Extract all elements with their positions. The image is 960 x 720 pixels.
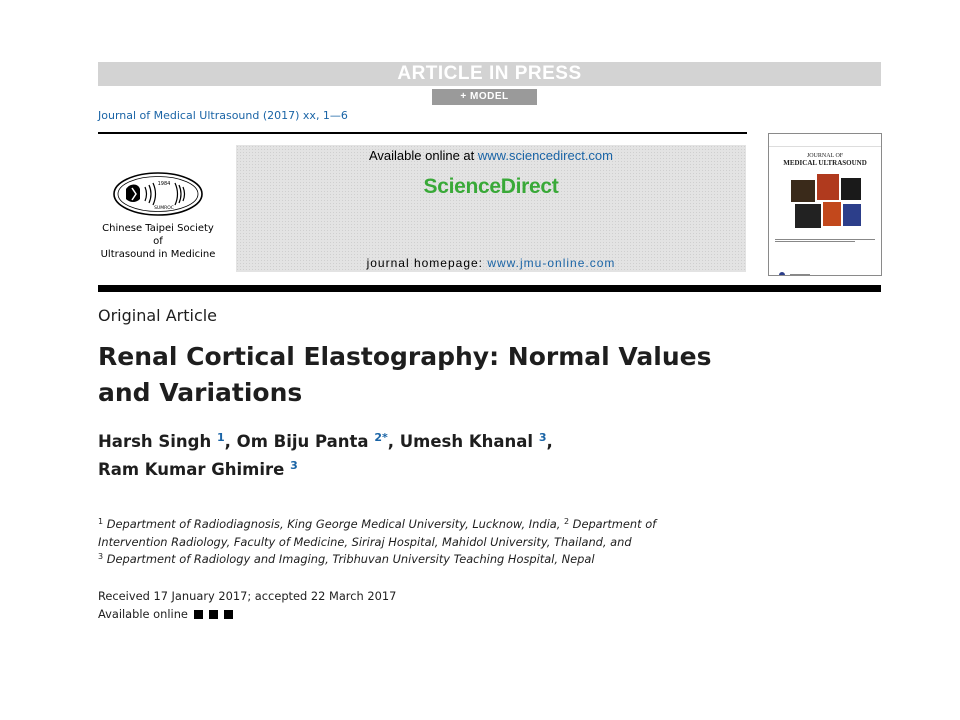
author-name[interactable]: Umesh Khanal <box>399 432 534 451</box>
author-affiliation-mark[interactable]: 1 <box>217 431 225 444</box>
author-line2 <box>98 456 798 484</box>
society-name-line1: Chinese Taipei Society of <box>102 223 214 247</box>
journal-homepage-link[interactable]: www.jmu-online.com <box>487 256 616 270</box>
affiliation-line1 <box>98 516 818 534</box>
affiliation-text: Department of Radiodiagnosis, King George Medical University, Lucknow, India, <box>103 517 564 531</box>
society-emblem-icon <box>112 171 204 217</box>
header-rule <box>98 132 747 134</box>
affiliation-line2: Intervention Radiology, Faculty of Medicine, Siriraj Hospital, Mahidol University, Thailand, and <box>98 534 632 549</box>
journal-citation[interactable]: Journal of Medical Ultrasound (2017) xx, 1—6 <box>98 109 348 122</box>
cover-title <box>769 153 881 168</box>
affiliation-text: Department of <box>569 517 657 531</box>
available-online-at <box>236 148 746 163</box>
society-name <box>98 222 218 261</box>
author-affiliation-mark[interactable]: 3 <box>538 431 547 444</box>
author-line1 <box>98 428 798 456</box>
society-abbr: SUMROC <box>154 206 174 211</box>
journal-homepage-label: journal homepage: <box>366 256 488 270</box>
sciencedirect-link[interactable]: www.sciencedirect.com <box>477 148 613 163</box>
journal-homepage <box>236 256 746 270</box>
cover-header-strip <box>769 134 881 147</box>
header-thick-rule <box>98 285 881 292</box>
author-name[interactable]: Harsh Singh <box>98 432 212 451</box>
article-dates <box>98 587 396 623</box>
placeholder-square-icon <box>224 610 233 619</box>
author-name[interactable]: Om Biju Panta <box>236 432 369 451</box>
model-tag: + MODEL <box>432 89 537 105</box>
cover-title-line2: MEDICAL ULTRASOUND <box>783 159 867 167</box>
society-logo-block <box>98 171 218 261</box>
author-name[interactable]: Ram Kumar Ghimire <box>98 460 285 479</box>
article-title <box>98 339 798 411</box>
author-list <box>98 428 798 484</box>
affiliation-line3 <box>98 551 818 569</box>
society-name-line2: Ultrasound in Medicine <box>100 249 216 260</box>
placeholder-square-icon <box>209 610 218 619</box>
society-year: 1984 <box>157 181 171 187</box>
article-type: Original Article <box>98 306 218 325</box>
author-separator: , <box>387 432 400 451</box>
available-online-label: Available online at <box>368 148 478 163</box>
author-separator: , <box>224 432 237 451</box>
sciencedirect-banner <box>236 145 746 272</box>
article-title-line2: and Variations <box>98 378 303 407</box>
journal-cover-thumbnail[interactable] <box>768 133 882 276</box>
affiliation-mark: 2 <box>563 517 570 526</box>
affiliations <box>98 516 818 569</box>
sciencedirect-logo[interactable]: ScienceDirect <box>423 175 559 198</box>
cover-subtitle-graphic <box>775 238 875 243</box>
author-affiliation-mark[interactable]: 3 <box>290 459 298 472</box>
article-title-line1: Renal Cortical Elastography: Normal Values <box>98 342 712 371</box>
article-in-press-banner: ARTICLE IN PRESS <box>98 62 881 86</box>
author-separator: , <box>546 432 553 451</box>
affiliation-text: Department of Radiology and Imaging, Tribhuvan University Teaching Hospital, Nepal <box>103 552 595 566</box>
author-affiliation-mark[interactable]: 2* <box>374 431 388 444</box>
placeholder-square-icon <box>194 610 203 619</box>
affiliation-mark: 3 <box>98 552 104 561</box>
affiliation-mark: 1 <box>98 517 104 526</box>
available-online-row <box>98 605 396 623</box>
available-online-text: Available online <box>98 607 188 621</box>
cover-publisher-logo <box>779 263 819 269</box>
cover-ultrasound-images <box>791 174 861 230</box>
cover-title-line1: JOURNAL OF <box>806 153 844 159</box>
received-accepted-dates: Received 17 January 2017; accepted 22 March 2017 <box>98 589 397 603</box>
